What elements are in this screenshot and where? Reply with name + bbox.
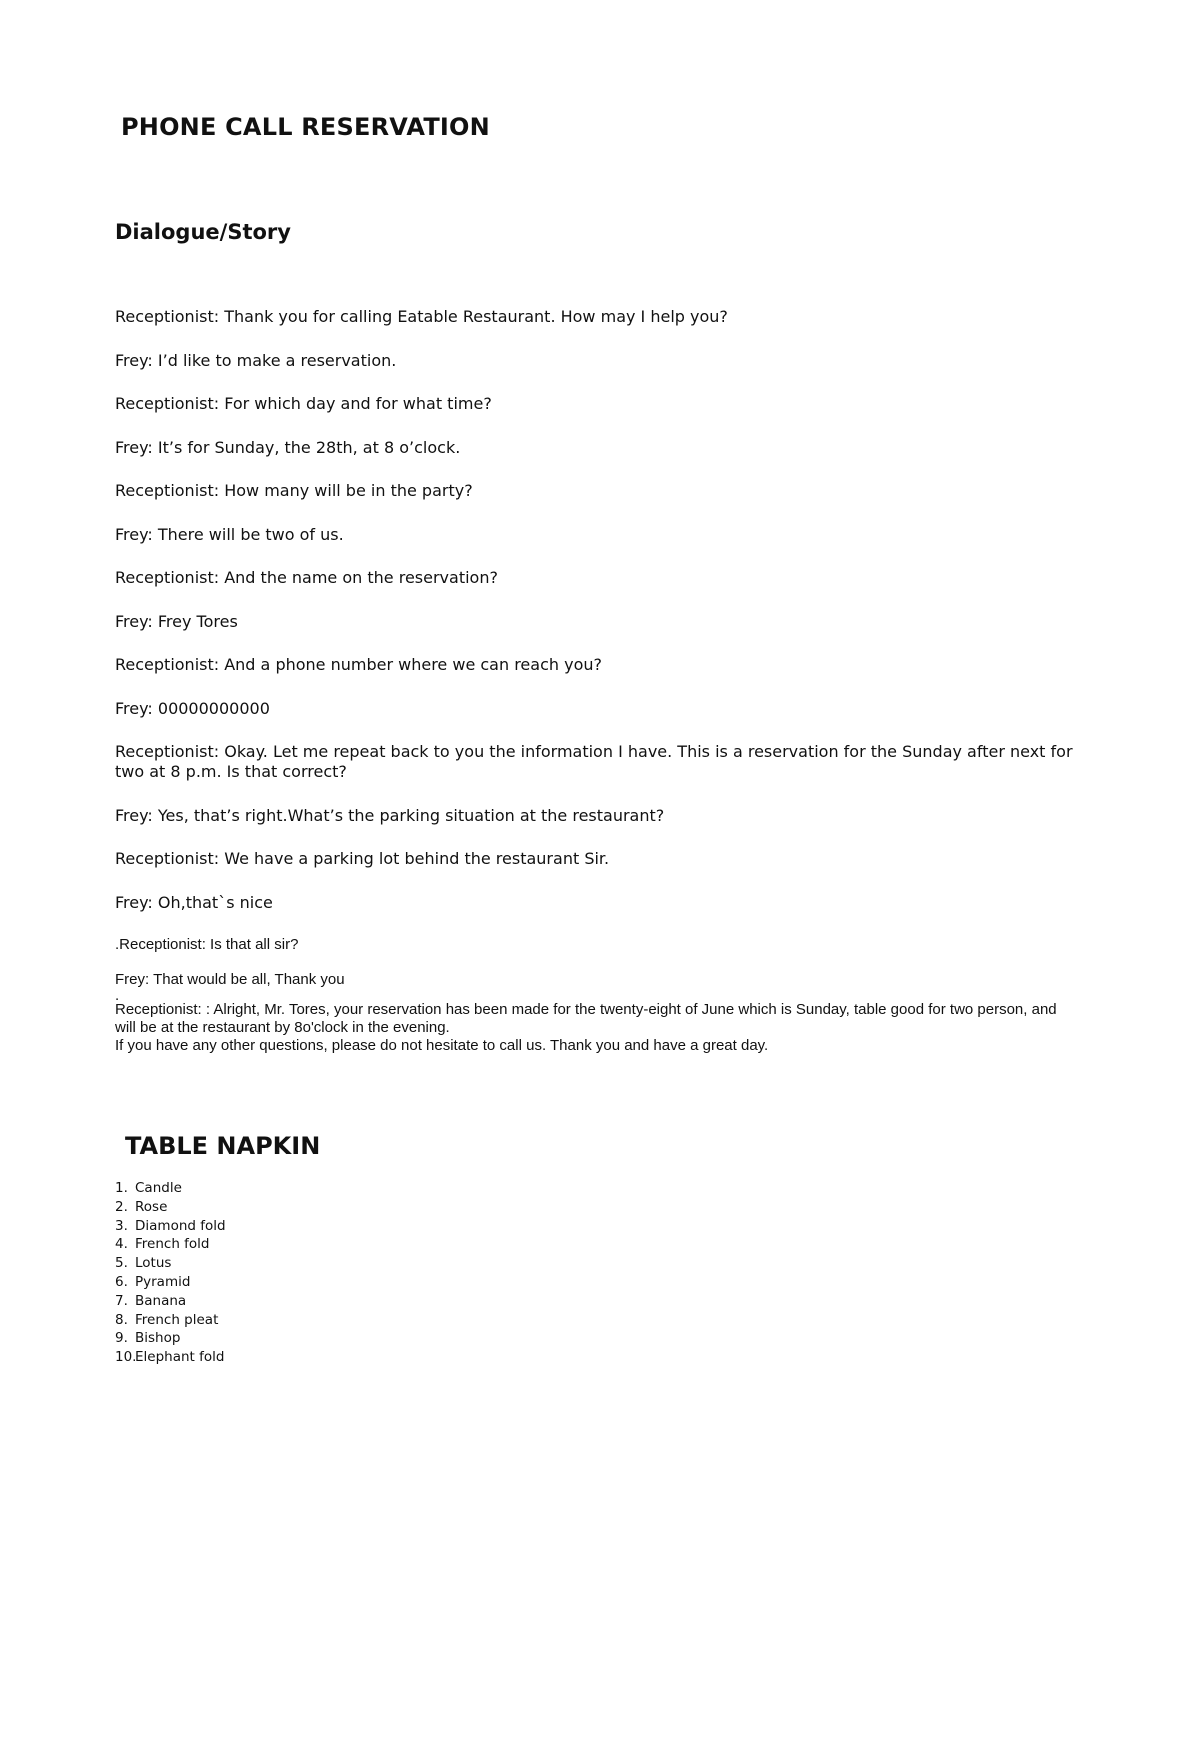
dialogue-line: Frey: 00000000000 [115, 698, 270, 718]
list-number: 9. [115, 1330, 128, 1347]
list-number: 3. [115, 1217, 128, 1234]
list-label: Candle [135, 1180, 182, 1196]
list-number: 2. [115, 1198, 128, 1215]
list-number: 8. [115, 1311, 128, 1328]
list-number: 10. [115, 1349, 137, 1366]
dialogue-line: Receptionist: Thank you for calling Eatable Restaurant. How may I help you? [115, 307, 728, 326]
napkin-section-title: TABLE NAPKIN [125, 1132, 321, 1160]
dialogue-line: Frey: It’s for Sunday, the 28th, at 8 o’clock. [115, 437, 461, 457]
list-number: 7. [115, 1292, 128, 1309]
dialogue-line: Receptionist: For which day and for what time? [115, 394, 492, 413]
dialogue-line: Receptionist: Okay. Let me repeat back to you the information I have. This is a reservation for the Sunday after next for two at 8 p.m. Is that correct? [115, 742, 1073, 781]
list-item [115, 1292, 226, 1311]
list-item [115, 1235, 226, 1254]
list-item [115, 1329, 226, 1348]
napkin-list [115, 1179, 226, 1367]
list-item [115, 1254, 226, 1273]
list-item [115, 1198, 226, 1217]
section-subtitle: Dialogue/Story [115, 220, 291, 244]
list-label: Bishop [135, 1330, 181, 1347]
list-label: Elephant fold [135, 1349, 225, 1366]
list-number: 1. [115, 1180, 128, 1196]
list-label: French pleat [135, 1311, 219, 1328]
dialogue-line: .Receptionist: Is that all sir? [115, 936, 299, 953]
dialogue-line: Frey: That would be all, Thank you [115, 971, 345, 988]
dialogue-line: Frey: There will be two of us. [115, 524, 344, 544]
list-label: Rose [135, 1198, 168, 1215]
list-number: 6. [115, 1273, 128, 1290]
dialogue-closing-section [115, 936, 1075, 1055]
list-item [115, 1179, 226, 1198]
dialogue-line: If you have any other questions, please do not hesitate to call us. Thank you and have a great day. [115, 1037, 769, 1054]
list-number: 5. [115, 1255, 128, 1272]
dialogue-line: Receptionist: How many will be in the party? [115, 481, 473, 500]
list-label: Lotus [135, 1255, 172, 1272]
list-label: Diamond fold [135, 1217, 226, 1234]
dialogue-line: Frey: Yes, that’s right.What’s the parking situation at the restaurant? [115, 805, 665, 825]
list-item [115, 1348, 226, 1367]
dialogue-line: Receptionist: We have a parking lot behind the restaurant Sir. [115, 849, 610, 868]
dialogue-line: Receptionist: And a phone number where we can reach you? [115, 655, 602, 674]
list-item [115, 1217, 226, 1236]
dialogue-line: Frey: Frey Tores [115, 611, 238, 631]
list-item [115, 1273, 226, 1292]
page-title: PHONE CALL RESERVATION [121, 113, 490, 141]
stray-dot: . [115, 987, 120, 1004]
dialogue-section [115, 307, 1075, 936]
dialogue-line: Frey: Oh,that`s nice [115, 892, 273, 912]
list-item [115, 1311, 226, 1330]
dialogue-line: Receptionist: : Alright, Mr. Tores, your reservation has been made for the twenty-eight of June which is Sunday, table good for two person, and will be at the restaurant by 8o'clock in the evening. [115, 1001, 1057, 1036]
dialogue-line: Frey: I’d like to make a reservation. [115, 350, 397, 370]
list-label: Banana [135, 1292, 187, 1309]
list-number: 4. [115, 1236, 128, 1253]
list-label: French fold [135, 1236, 210, 1253]
dialogue-line: Receptionist: And the name on the reservation? [115, 568, 498, 587]
list-label: Pyramid [135, 1273, 191, 1290]
